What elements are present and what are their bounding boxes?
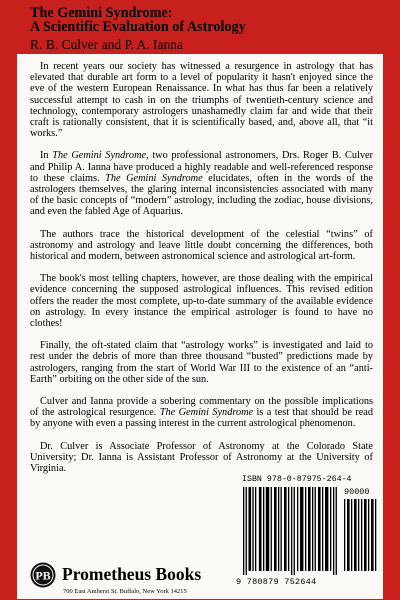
isbn-label: ISBN 978-0-87975-264-4 (242, 475, 352, 484)
blurb-paragraph-5: Finally, the oft-stated claim that “astrology works” is investigated and laid to rest under the debris of more than three thousand “busted” predictions made by astrologers, ranging from the start of World War III to the existence of an “anti-Earth” orbiting on the other side of the sun. (30, 340, 373, 385)
blurb-paragraph-4: The book's most telling chapters, however, are those dealing with the empirical evidence concerning the supposed astrological influences. This revised edition offers the reader the most complete, up-to-date summary of the available evidence on astrology. In every instance the empirical astrologer is found to have no clothes! (30, 273, 373, 330)
blurb-paragraph-1: In recent years our society has witnessed a resurgence in astrology that has elevated that durable art form to a level of popularity it hasn't enjoyed since the eve of the western European Renaissance. In what has thus far been a relatively successful attempt to cash in on the triumphs of twentieth-century science and technology, contemporary astrologers unashamedly claim far and wide that their craft is rationally consistent, that it is scientifically based, and, above all, that “it works.” (30, 61, 373, 140)
publisher-address: 700 East Amherst St. Buffalo, New York 14215 (63, 588, 187, 595)
book-authors: R. B. Culver and P. A. Ianna (30, 37, 183, 52)
publisher-name: Prometheus Books (62, 564, 202, 584)
blurb-paragraph-6: Culver and Ianna provide a sobering commentary on the possible implications of the astrological resurgence. The Gemini Syndrome is a test that should be read by anyone with even a passing interest in the current astrological phenomenon. (30, 396, 374, 430)
barcode-ean-number: 9 780879 752644 (236, 577, 317, 587)
blurb-paragraph-2: In The Gemini Syndrome, two professional astronomers, Drs. Roger B. Culver and Philip A. Ianna have produced a highly readable and well-referenced response to these claims. The Gemini Syndrome elucidates, often in the words of the astrologers themselves, the glaring internal inconsistencies associated with many of the basic concepts of “modern” astrology, including the zodiac, house divisions, and even the fabled Age of Aquarius. (30, 150, 374, 218)
publisher-imprint (30, 560, 230, 598)
barcode-bars-icon (240, 487, 378, 575)
isbn-barcode (235, 473, 383, 593)
book-title (30, 6, 360, 34)
author-bio: Dr. Culver is Associate Professor of Astronomy at the Colorado State University; Dr. Ianna is Assistant Professor of Astronomy at the University of Virginia. (30, 440, 373, 475)
blurb-text (30, 61, 373, 474)
prometheus-books-logo-icon (30, 562, 56, 588)
svg-text:PB: PB (35, 568, 51, 583)
book-title-line1: The Gemini Syndrome: (30, 5, 173, 21)
book-title-line2: A Scientific Evaluation of Astrology (30, 19, 246, 35)
blurb-paragraph-3: The authors trace the historical development of the celestial “twins” of astronomy and astrology and leave little doubt concerning the differences, both historical and modern, between astronomical science and astrological art-form. (30, 228, 373, 263)
barcode-addon: 90000 (344, 487, 370, 497)
